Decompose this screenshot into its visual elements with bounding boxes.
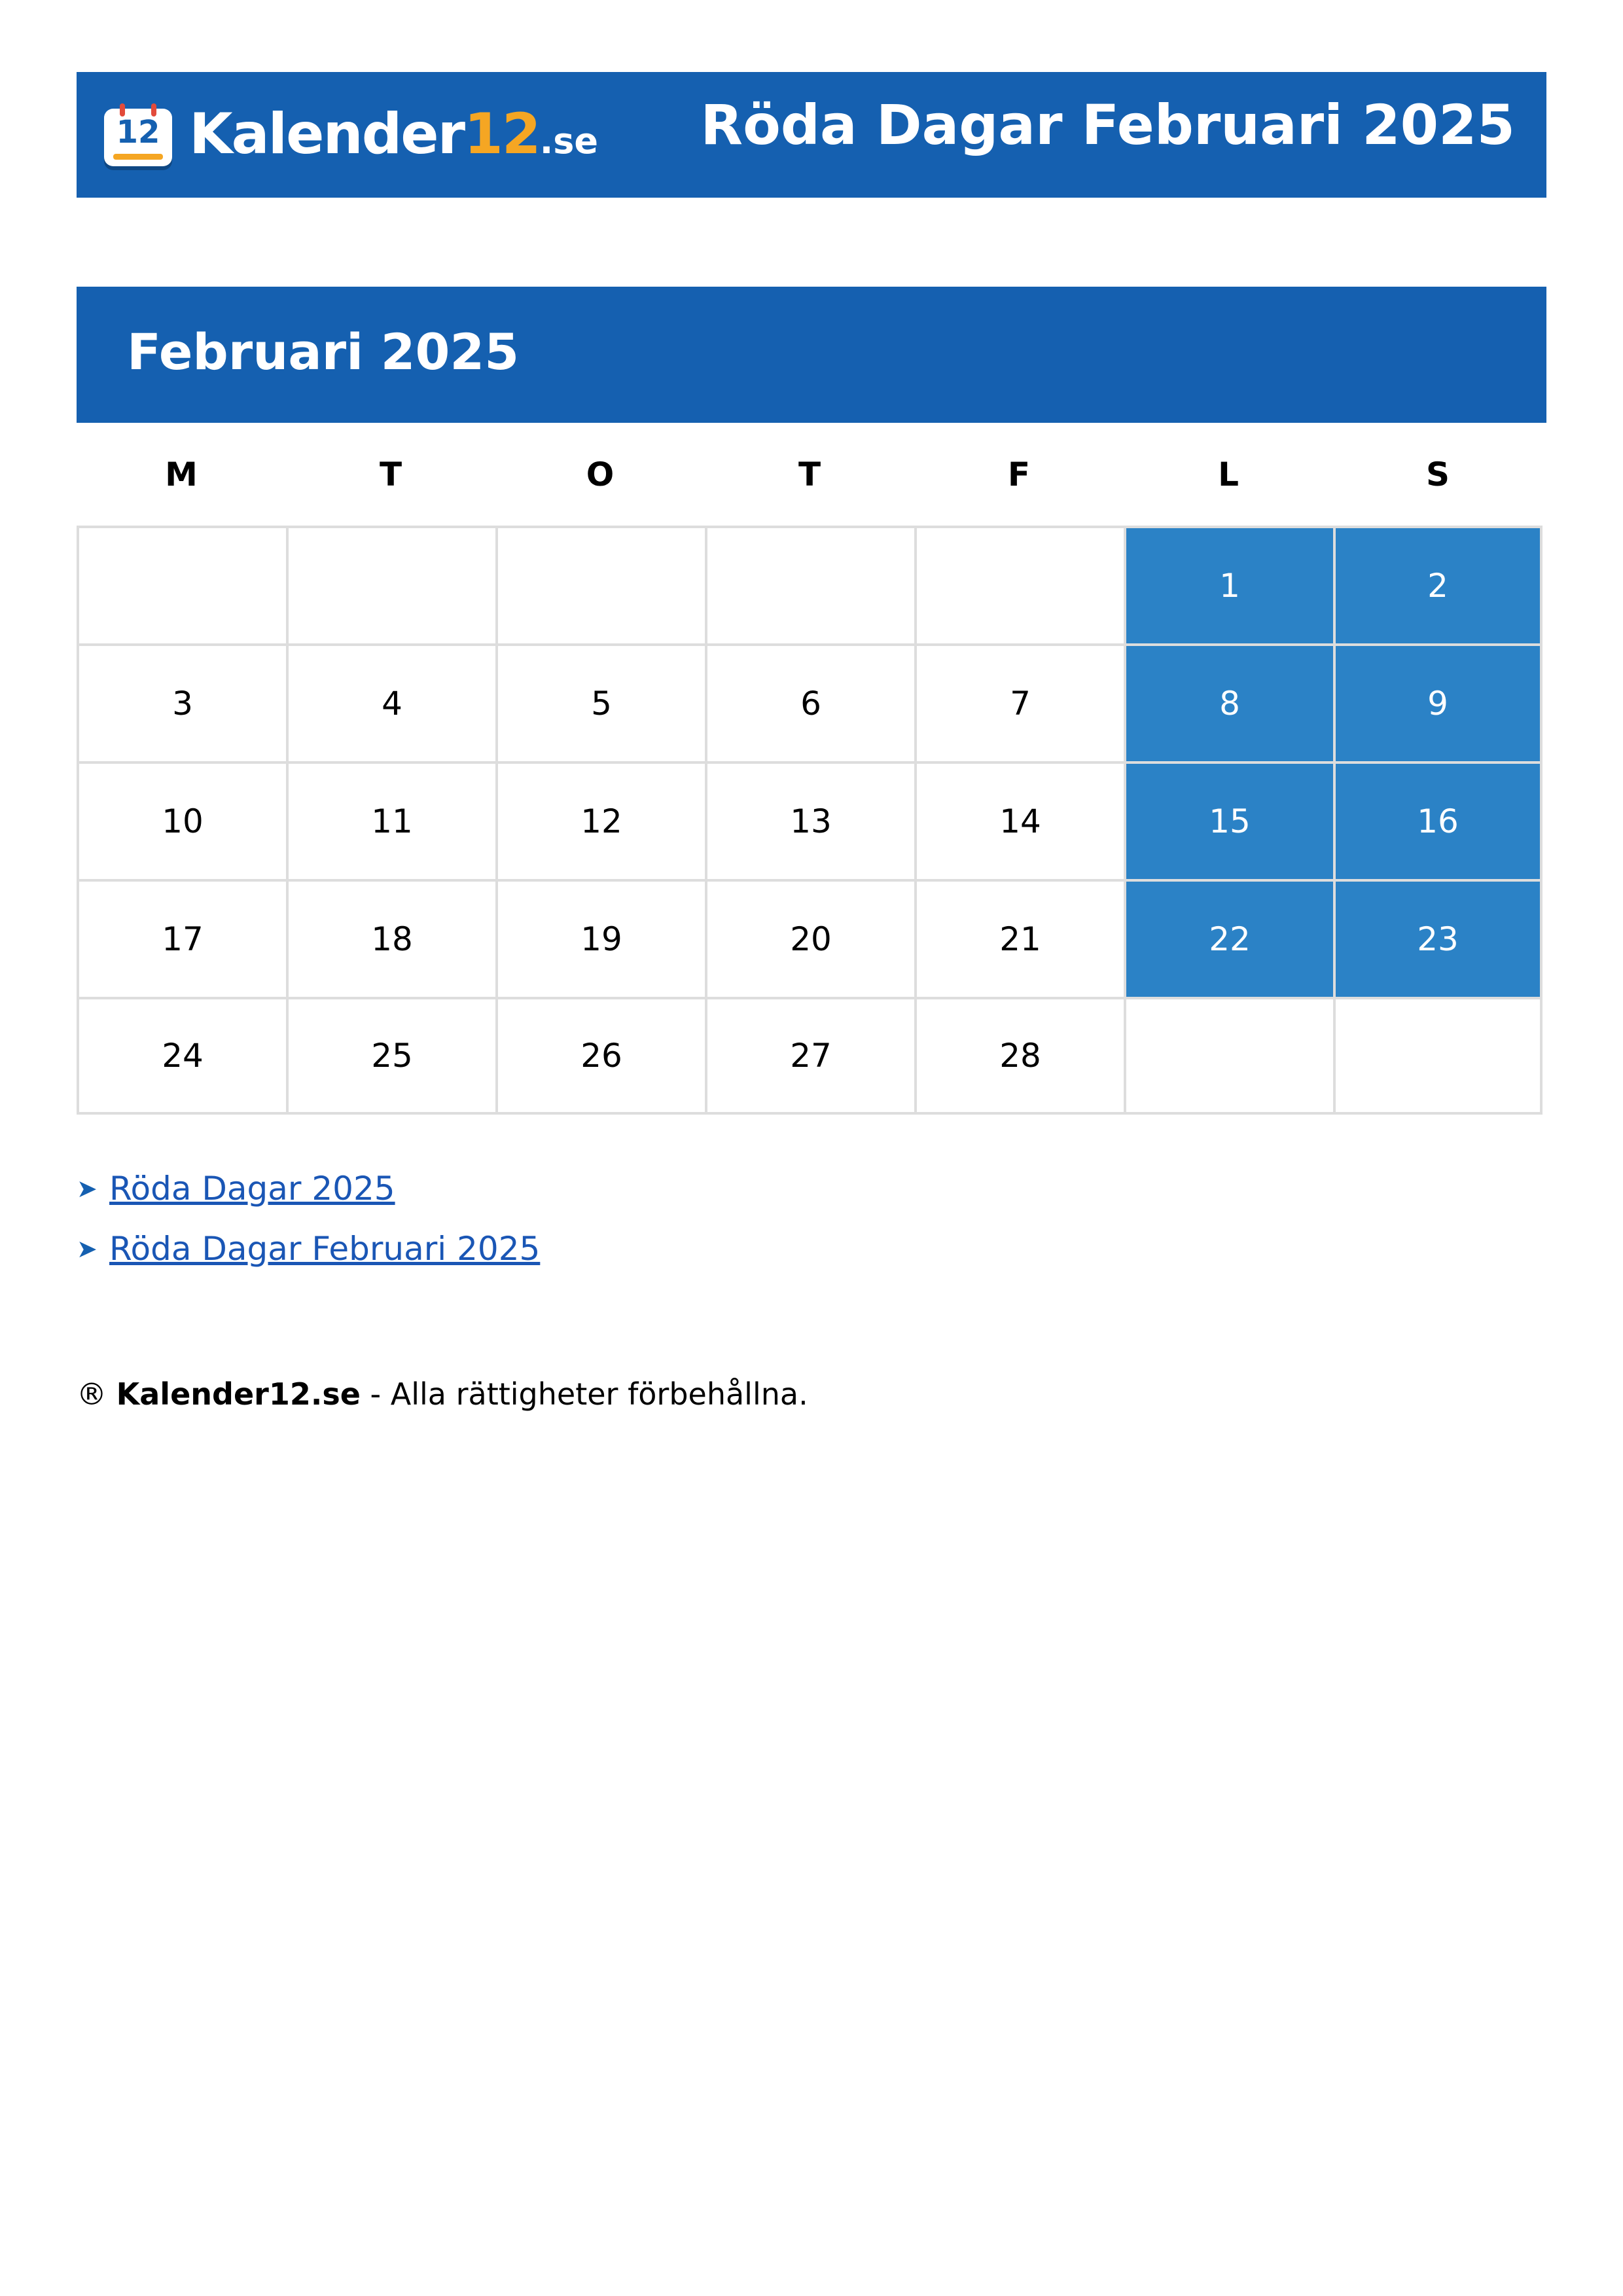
empty-day-cell <box>1333 997 1543 1115</box>
day-cell: 7 <box>914 643 1124 761</box>
footer-rights-text: - Alla rättigheter förbehållna. <box>360 1376 808 1412</box>
day-cell: 14 <box>914 761 1124 879</box>
empty-day-cell <box>77 526 286 643</box>
red-day-cell: 23 <box>1333 879 1543 997</box>
weekday-label: S <box>1425 456 1450 493</box>
weekday-label: T <box>379 456 402 493</box>
month-header <box>77 287 1546 423</box>
weekday-header-row <box>77 445 1543 504</box>
weekday-label: T <box>798 456 821 493</box>
logo-wordmark <box>189 101 598 174</box>
day-cell: 19 <box>495 879 705 997</box>
empty-day-cell <box>914 526 1124 643</box>
empty-day-cell <box>286 526 495 643</box>
day-cell: 6 <box>705 643 914 761</box>
logo-name: Kalender <box>189 101 465 167</box>
day-cell: 10 <box>77 761 286 879</box>
day-cell: 17 <box>77 879 286 997</box>
red-day-cell: 15 <box>1124 761 1333 879</box>
footer-brand: Kalender12.se <box>116 1376 361 1412</box>
link-item <box>77 1219 993 1279</box>
red-day-cell: 22 <box>1124 879 1333 997</box>
logo-tld: .se <box>539 120 598 162</box>
day-cell: 28 <box>914 997 1124 1115</box>
day-cell: 11 <box>286 761 495 879</box>
footer <box>77 1368 808 1420</box>
logo-badge-number: 12 <box>116 114 160 151</box>
empty-day-cell <box>1124 997 1333 1115</box>
logo-digits: 12 <box>464 101 540 167</box>
calendar-icon <box>104 109 172 166</box>
day-cell: 5 <box>495 643 705 761</box>
related-link[interactable]: Röda Dagar 2025 <box>109 1170 395 1208</box>
related-link[interactable]: Röda Dagar Februari 2025 <box>109 1230 541 1268</box>
day-cell: 20 <box>705 879 914 997</box>
red-day-cell: 1 <box>1124 526 1333 643</box>
day-cell: 3 <box>77 643 286 761</box>
day-cell: 21 <box>914 879 1124 997</box>
day-cell: 13 <box>705 761 914 879</box>
arrow-icon: ➤ <box>77 1234 98 1263</box>
page-title: Röda Dagar Februari 2025 <box>700 93 1515 157</box>
page-header <box>77 72 1546 198</box>
logo-badge-bar <box>113 154 163 160</box>
related-links <box>77 1158 993 1279</box>
month-title: Februari 2025 <box>127 323 520 381</box>
red-day-cell: 2 <box>1333 526 1543 643</box>
day-cell: 25 <box>286 997 495 1115</box>
empty-day-cell <box>705 526 914 643</box>
site-logo[interactable] <box>104 101 598 170</box>
day-cell: 18 <box>286 879 495 997</box>
red-day-cell: 16 <box>1333 761 1543 879</box>
day-cell: 26 <box>495 997 705 1115</box>
weekday-label: F <box>1007 456 1031 493</box>
day-cell: 27 <box>705 997 914 1115</box>
empty-day-cell <box>495 526 705 643</box>
red-day-cell: 9 <box>1333 643 1543 761</box>
red-day-cell: 8 <box>1124 643 1333 761</box>
weekday-label: O <box>586 456 615 493</box>
arrow-icon: ➤ <box>77 1174 98 1203</box>
calendar-grid <box>77 526 1543 1704</box>
day-cell: 24 <box>77 997 286 1115</box>
day-cell: 4 <box>286 643 495 761</box>
day-cell: 12 <box>495 761 705 879</box>
weekday-label: M <box>165 456 198 493</box>
registered-symbol: ® <box>77 1376 107 1412</box>
link-item <box>77 1158 993 1219</box>
weekday-label: L <box>1218 456 1239 493</box>
